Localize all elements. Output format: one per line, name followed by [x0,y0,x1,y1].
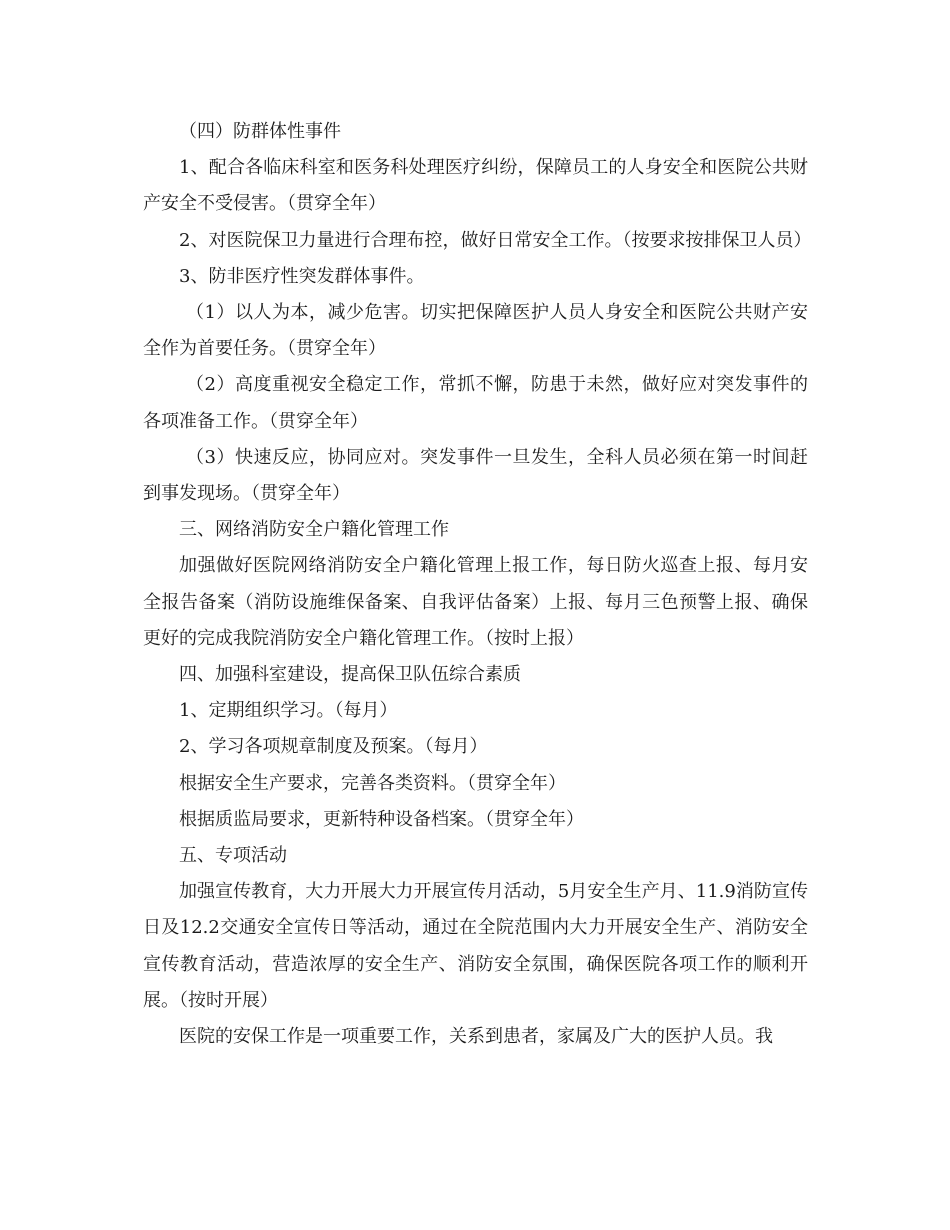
sub-paragraph: （3）快速反应，协同应对。突发事件一旦发生，全科人员必须在第一时间赶到事发现场。（贯穿全年） [143,446,808,505]
paragraph: 2、学习各项规章制度及预案。（每月） [179,736,488,758]
paragraph: 根据质监局要求，更新特种设备档案。（贯穿全年） [179,808,584,830]
section-heading: 三、网络消防安全户籍化管理工作 [179,519,449,541]
paragraph: 加强宣传教育，大力开展大力开展宣传月活动，5月安全生产月、11.9消防宣传日及12.2交通安全宣传日等活动，通过在全院范围内大力开展安全生产、消防安全宣传教育活动，营造浓厚的安全生产、消防安全氛围，确保医院各项工作的顺利开展。（按时开展） [143,881,808,1011]
paragraph: 2、对医院保卫力量进行合理布控，做好日常安全工作。（按要求按排保卫人员） [179,229,812,251]
section-heading: 四、加强科室建设，提高保卫队伍综合素质 [179,664,521,686]
section-heading: （四）防群体性事件 [179,121,341,142]
paragraph: 加强做好医院网络消防安全户籍化管理上报工作，每日防火巡查上报、每月安全报告备案（消防设施维保备案、自我评估备案）上报、每月三色预警上报、确保更好的完成我院消防安全户籍化管理工作。（按时上报） [143,555,808,649]
sub-paragraph: （2）高度重视安全稳定工作，常抓不懈，防患于未然，做好应对突发事件的各项准备工作。（贯穿全年） [143,374,808,432]
paragraph: 医院的安保工作是一项重要工作，关系到患者，家属及广大的医护人员。我 [179,1026,773,1048]
document-body [143,114,812,1055]
paragraph: 1、定期组织学习。（每月） [179,700,398,722]
paragraph: 根据安全生产要求，完善各类资料。（贯穿全年） [179,772,566,794]
paragraph: 1、配合各临床科室和医务科处理医疗纠纷，保障员工的人身安全和医院公共财产安全不受侵害。（贯穿全年） [143,157,808,215]
section-heading: 五、专项活动 [179,845,287,867]
paragraph: 3、防非医疗性突发群体事件。 [179,265,425,287]
sub-paragraph: （1）以人为本，减少危害。切实把保障医护人员人身安全和医院公共财产安全作为首要任务。（贯穿全年） [143,302,808,360]
